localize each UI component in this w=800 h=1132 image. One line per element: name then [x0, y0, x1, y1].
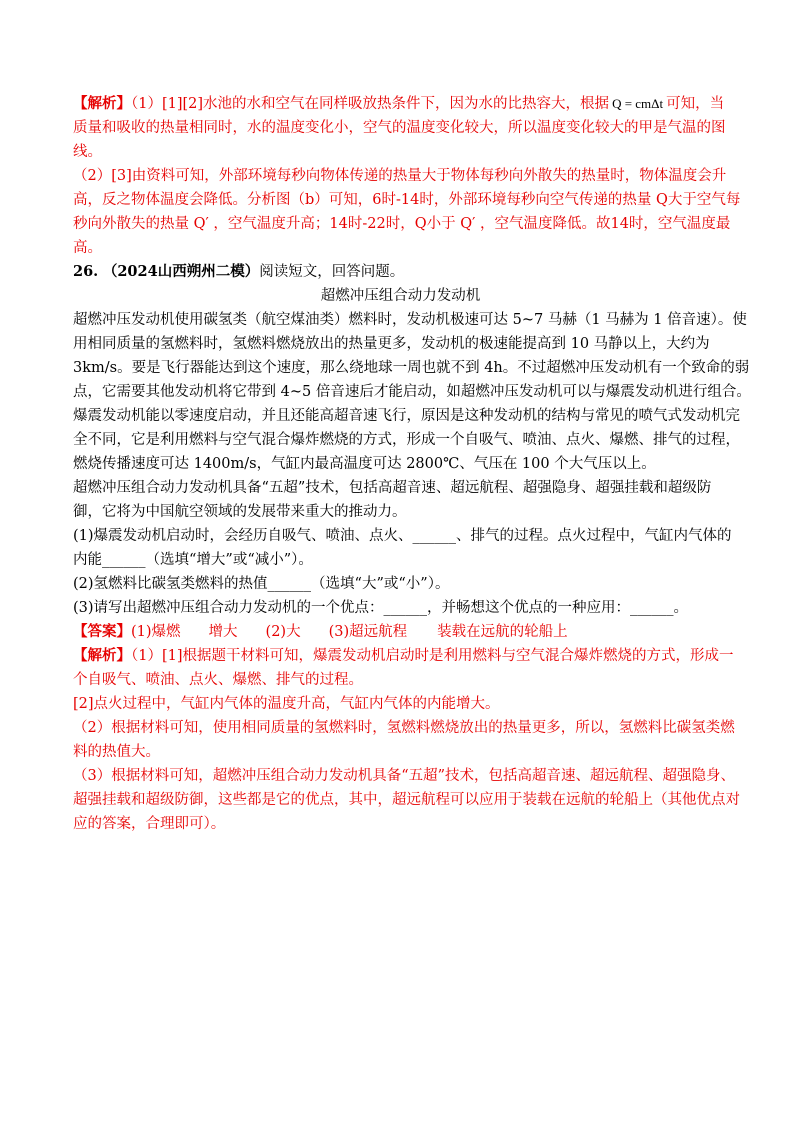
analysis-line: 超强挂载和超级防御，这些都是它的优点，其中，超远航程可以应用于装载在远航的轮船上（其他优点对: [73, 792, 740, 808]
answer-4: (3)超远航程: [328, 624, 408, 640]
sub-question-2: (2)氢燃料比碳氢类燃料的热值______（选填“大”或“小”）。: [73, 576, 450, 592]
analysis-line: [2]点火过程中，气缸内气体的温度升高，气缸内气体的内能增大。: [73, 696, 500, 712]
analysis-text: （1）[1]根据题干材料可知，爆震发动机启动时是利用燃料与空气混合爆炸燃烧的方式，形成一: [131, 648, 734, 664]
analysis-line: （2）[3]由资料可知，外部环境每秒向物体传递的热量大于物体每秒向外散失的热量时，物体温度会升: [73, 168, 727, 184]
passage-line: 全不同，它是利用燃料与空气混合爆炸燃烧的方式，形成一个自吸气、喷油、点火、爆燃、排气的过程，: [73, 432, 740, 448]
analysis-line: 应的答案，合理即可）。: [73, 816, 226, 832]
analysis-line: 高。: [73, 240, 102, 256]
analysis-tag: 【解析】: [73, 95, 131, 112]
passage-line: 御，它将为中国航空领域的发展带来重大的推动力。: [73, 504, 407, 520]
passage: [73, 308, 751, 524]
analysis-line: 秒向外散失的热量 Q′ ，空气温度升高；14时-22时，Q小于 Q′ ，空气温度降低。故14时，空气温度最: [73, 216, 731, 232]
passage-line: 点，它需要其他发动机将它带到 4~5 倍音速后才能启动，如超燃冲压发动机可以与爆震发动机进行组合。: [73, 384, 751, 400]
analysis-line: [73, 644, 734, 668]
question-source: （2024山西朔州二模）: [102, 263, 260, 280]
sub-question-3: (3)请写出超燃冲压组合动力发动机的一个优点：______，并畅想这个优点的一种应用：______。: [73, 600, 689, 616]
analysis-text: （1）[1][2]水池的水和空气在同样吸放热条件下，因为水的比热容大，根据: [131, 96, 610, 112]
analysis-line: 料的热值大。: [73, 744, 160, 760]
passage-line: 超燃冲压组合动力发动机具备“五超”技术，包括高超音速、超远航程、超强隐身、超强挂载和超级防: [73, 480, 712, 496]
analysis-block-prev: [73, 92, 741, 260]
answer-2: 增大: [208, 624, 238, 640]
answer-3: (2)大: [265, 624, 301, 640]
analysis-line: 高，反之物体温度会降低。分析图（b）可知，6时-14时，外部环境每秒向空气传递的热量 Q大于空气每: [73, 192, 741, 208]
sub-question-1a: (1)爆震发动机启动时，会经历自吸气、喷油、点火、______、排气的过程。点火过程中，气缸内气体的: [73, 528, 732, 544]
analysis-line: 个自吸气、喷油、点火、爆燃、排气的过程。: [73, 672, 363, 688]
answer-tag: 【答案】: [73, 623, 131, 640]
question-number: 26.: [73, 263, 99, 280]
passage-line: 爆震发动机能以零速度启动，并且还能高超音速飞行，原因是这种发动机的结构与常见的喷气式发动机完: [73, 408, 740, 424]
analysis-tag: 【解析】: [73, 647, 131, 664]
sub-question-1b: 内能______（选填“增大”或“减小”）。: [73, 552, 313, 568]
question-header: [73, 260, 728, 284]
passage-line: 燃烧传播速度可达 1400m/s，气缸内最高温度可达 2800℃、气压在 100 个大气压以上。: [73, 456, 656, 472]
answer-5: 装载在远航的轮船上: [437, 624, 568, 640]
answer-line: [73, 620, 728, 644]
passage-line: 超燃冲压发动机使用碳氢类（航空煤油类）燃料时，发动机极速可达 5~7 马赫（1 马赫为 1 倍音速）。使: [73, 312, 747, 328]
answer-1: (1)爆燃: [131, 624, 181, 640]
analysis-line: （2）根据材料可知，使用相同质量的氢燃料时，氢燃料燃烧放出的热量更多，所以，氢燃料比碳氢类燃: [73, 720, 735, 736]
passage-line: 用相同质量的氢燃料时，氢燃料燃烧放出的热量更多，发动机的极速能提高到 10 马静以上，大约为: [73, 336, 710, 352]
analysis-line: （3）根据材料可知，超燃冲压组合动力发动机具备“五超”技术，包括高超音速、超远航程、超强隐身、: [73, 768, 736, 784]
document-page: [73, 92, 751, 836]
analysis-text: 可知，当: [666, 96, 725, 112]
analysis-line: 线。: [73, 144, 102, 160]
question-prompt: 阅读短文，回答问题。: [259, 264, 405, 280]
analysis-line: [73, 92, 728, 116]
passage-title: 超燃冲压组合动力发动机: [320, 288, 481, 304]
formula: Q = cmΔt: [612, 96, 664, 111]
analysis-line: 质量和吸收的热量相同时，水的温度变化小，空气的温度变化较大，所以温度变化较大的甲是气温的图: [73, 120, 726, 136]
passage-line: 3km/s。要是飞行器能达到这个速度，那么绕地球一周也就不到 4h。不过超燃冲压发动机有一个致命的弱: [73, 360, 750, 376]
analysis-block: [73, 644, 740, 836]
question-26: [73, 260, 751, 620]
